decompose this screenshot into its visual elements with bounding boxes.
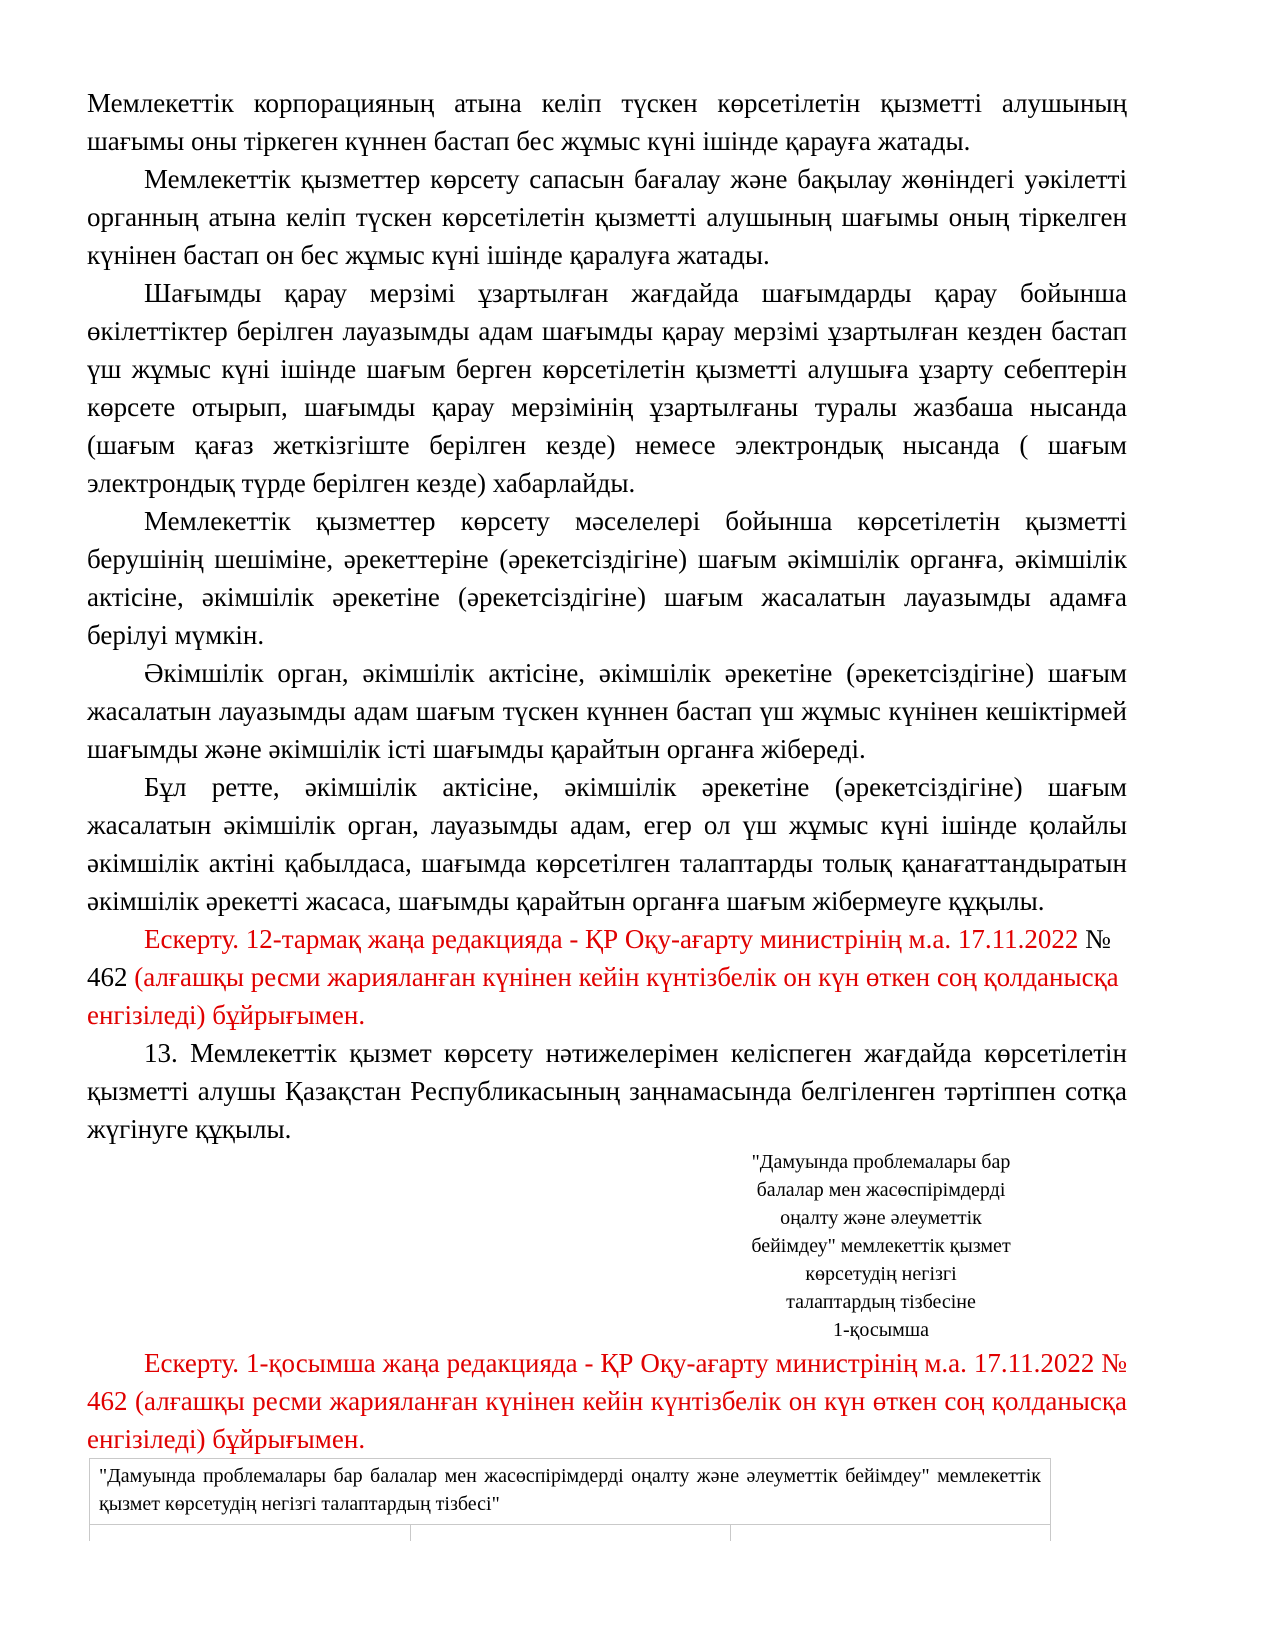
table-row <box>89 1525 1051 1541</box>
appendix-signature <box>671 1148 1091 1344</box>
note-1-number: № 462 <box>87 924 1111 992</box>
note-1-red-text: (алғашқы ресми жарияланған күнінен кейін күнтізбелік он күн өткен соң қолданысқа енгізіледі) бұйрығымен. <box>87 962 1119 1030</box>
paragraph: Бұл ретте, әкімшілік актісіне, әкімшілік әрекетіне (әрекетсіздігіне) шағым жасалатын әкімшілік орган, лауазымды адам, егер ол үш жұмыс күні ішінде қолайлы әкімшілік актіні қабылдаса, шағымда көрсетілген талаптарды толық қанағаттандыратын әкімшілік әрекетті жасаса, шағымды қарайтын органға шағым жібермеуге құқылы. <box>87 772 1127 916</box>
paragraph: Мемлекеттік қызметтер көрсету мәселелері бойынша көрсетілетін қызметті берушінің шешіміне, әрекеттеріне (әрекетсіздігіне) шағым әкімшілік органға, әкімшілік актісіне, әкімшілік әрекетіне (әрекетсіздігіне) шағым жасалатын лауазымды адамға берілуі мүмкін. <box>87 506 1127 650</box>
appendix-line: балалар мен жасөспірімдерді <box>756 1179 1006 1201</box>
table-title-cell: "Дамуында проблемалары бар балалар мен жасөспірімдерді оңалту және әлеуметтік бейімдеу" мемлекеттік қызмет көрсетудің негізгі талаптардың тізбесі" <box>89 1458 1051 1525</box>
table-cell <box>410 1525 731 1541</box>
appendix-line: талаптардың тізбесіне <box>786 1291 976 1313</box>
note-1 <box>87 920 1127 1034</box>
requirements-table <box>89 1458 1051 1541</box>
table-cell <box>89 1525 410 1541</box>
paragraph-13: 13. Мемлекеттік қызмет көрсету нәтижелерімен келіспеген жағдайда көрсетілетін қызметті алушы Қазақстан Республикасының заңнамасында белгіленген тәртіппен сотқа жүгінуге құқылы. <box>87 1038 1127 1144</box>
appendix-line: оңалту және әлеуметтік <box>780 1207 982 1229</box>
note-1-red-text: Ескерту. 12-тармақ жаңа редакцияда - ҚР Оқу-ағарту министрінің м.а. 17.11.2022 <box>144 924 1079 954</box>
appendix-line: "Дамуында проблемалары бар <box>751 1151 1011 1173</box>
table-cell <box>730 1525 1051 1541</box>
paragraph: Шағымды қарау мерзімі ұзартылған жағдайда шағымдарды қарау бойынша өкілеттіктер берілген лауазымды адам шағымды қарау мерзімі ұзартылған кезден бастап үш жұмыс күні ішінде шағым берген көрсетілетін қызметті алушыға ұзарту себептерін көрсете отырып, шағымды қарау мерзімінің ұзартылғаны туралы жазбаша нысанда (шағым қағаз жеткізгіште берілген кезде) немесе электрондық нысанда ( шағым электрондық түрде берілген кезде) хабарлайды. <box>87 278 1127 498</box>
paragraph: Мемлекеттік қызметтер көрсету сапасын бағалау және бақылау жөніндегі уәкілетті органның атына келіп түскен көрсетілетін қызметті алушының шағымы оның тіркелген күнінен бастап он бес жұмыс күні ішінде қаралуға жатады. <box>87 164 1127 270</box>
appendix-line: 1-қосымша <box>832 1319 930 1341</box>
appendix-line: көрсетудің негізгі <box>805 1263 957 1285</box>
paragraph: Мемлекеттік корпорацияның атына келіп түскен көрсетілетін қызметті алушының шағымы оны тіркеген күннен бастап бес жұмыс күні ішінде қарауға жатады. <box>87 88 1127 156</box>
note-2: Ескерту. 1-қосымша жаңа редакцияда - ҚР Оқу-ағарту министрінің м.а. 17.11.2022 № 462 (алғашқы ресми жарияланған күнінен кейін күнтізбелік он күн өткен соң қолданысқа енгізіледі) бұйрығымен. <box>87 1348 1127 1454</box>
paragraph: Әкімшілік орган, әкімшілік актісіне, әкімшілік әрекетіне (әрекетсіздігіне) шағым жасалатын лауазымды адам шағым түскен күннен бастап үш жұмыс күнінен кешіктірмей шағымды және әкімшілік істі шағымды қарайтын органға жібереді. <box>87 658 1127 764</box>
appendix-line: бейімдеу" мемлекеттік қызмет <box>751 1235 1011 1257</box>
